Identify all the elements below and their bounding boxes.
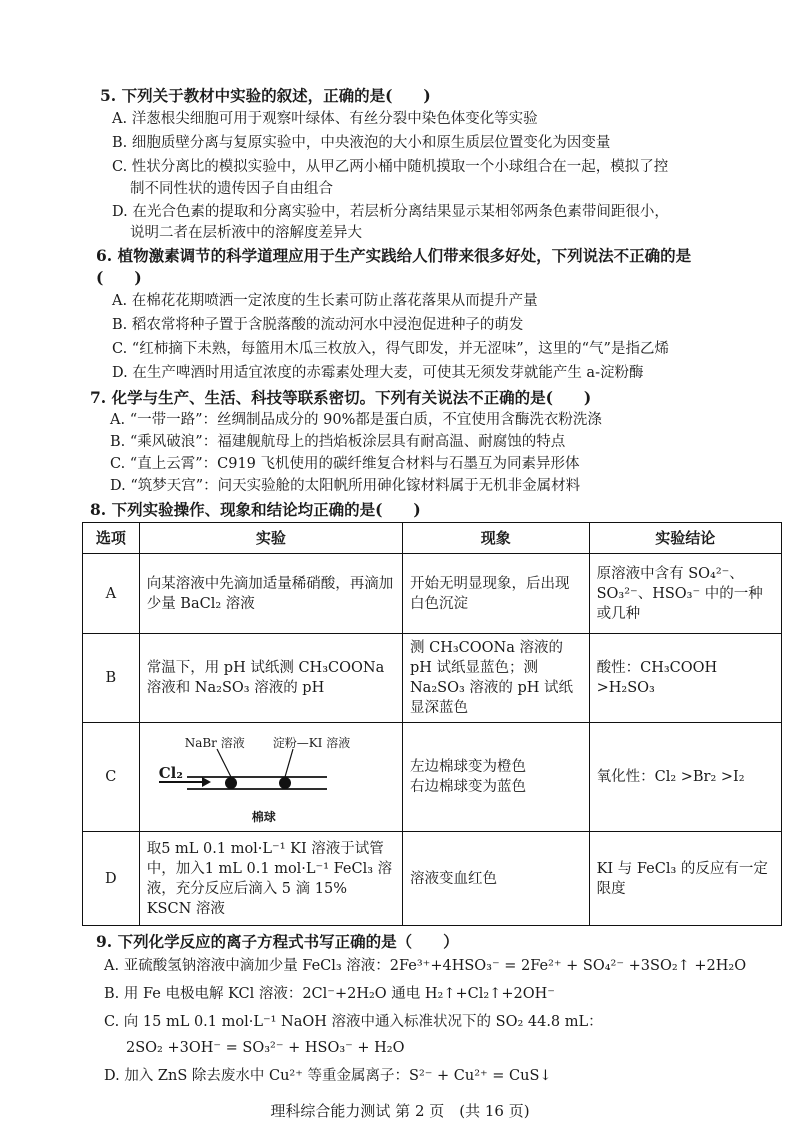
table-row bbox=[83, 723, 782, 832]
q5-option-a: A. 洋葱根尖细胞可用于观察叶绿体、有丝分裂中染色体变化等实验 bbox=[112, 111, 538, 127]
q6-option-c: C. “红柿摘下未熟，每篮用木瓜三枚放入，得气即发，并无涩味”，这里的“气”是指乙烯 bbox=[112, 341, 669, 357]
header-phenomenon: 现象 bbox=[402, 523, 589, 554]
pointer-left bbox=[217, 749, 231, 777]
row-d-phenomenon: 溶液变血红色 bbox=[402, 832, 589, 926]
row-c-label: C bbox=[83, 723, 140, 832]
row-a-label: A bbox=[83, 554, 140, 634]
header-experiment: 实验 bbox=[139, 523, 402, 554]
q9-option-c-line1: C. 向 15 mL 0.1 mol·L⁻¹ NaOH 溶液中通入标准状况下的 SO₂ 44.8 mL： bbox=[104, 1014, 603, 1030]
row-c-experiment bbox=[139, 723, 402, 832]
row-b-label: B bbox=[83, 634, 140, 723]
q9-option-d: D. 加入 ZnS 除去废水中 Cu²⁺ 等重金属离子：S²⁻ + Cu²⁺ = CuS↓ bbox=[104, 1068, 552, 1084]
diagram-label-cotton: 棉球 bbox=[251, 810, 276, 824]
q6-option-d: D. 在生产啤酒时用适宜浓度的赤霉素处理大麦，可使其无须发芽就能产生 a-淀粉酶 bbox=[112, 365, 644, 381]
row-d-label: D bbox=[83, 832, 140, 926]
q6-option-a: A. 在棉花花期喷洒一定浓度的生长素可防止落花落果从而提升产量 bbox=[112, 293, 538, 309]
q6-option-b: B. 稻农常将种子置于含脱落酸的流动河水中浸泡促进种子的萌发 bbox=[112, 317, 524, 333]
q7-option-a: A. “一带一路”：丝绸制品成分的 90%都是蛋白质，不宜使用含酶洗衣粉洗涤 bbox=[110, 412, 602, 428]
q5-option-b: B. 细胞质壁分离与复原实验中，中央液泡的大小和原生质层位置变化为因变量 bbox=[112, 135, 611, 151]
diagram-label-cl2: Cl₂ bbox=[158, 764, 183, 782]
table-header-row bbox=[83, 523, 782, 554]
q5-option-d-line2: 说明二者在层析液中的溶解度差异大 bbox=[130, 225, 362, 241]
q9-option-a: A. 亚硫酸氢钠溶液中滴加少量 FeCl₃ 溶液：2Fe³⁺+4HSO₃⁻ = 2Fe²⁺ + SO₄²⁻ +3SO₂↑ +2H₂O bbox=[104, 958, 747, 974]
row-a-experiment: 向某溶液中先滴加适量稀硝酸，再滴加少量 BaCl₂ 溶液 bbox=[139, 554, 402, 634]
q6-stem-line2: ( ) bbox=[96, 268, 142, 287]
diagram-label-nabr: NaBr 溶液 bbox=[184, 736, 245, 750]
q9-option-c-line2: 2SO₂ +3OH⁻ = SO₃²⁻ + HSO₃⁻ + H₂O bbox=[126, 1040, 405, 1056]
experiment-table bbox=[82, 522, 782, 926]
cotton-ball-right bbox=[279, 777, 291, 789]
gas-arrow-head bbox=[202, 777, 211, 787]
q7-stem: 7. 化学与生产、生活、科技等联系密切。下列有关说法不正确的是( ) bbox=[90, 388, 592, 407]
q7-option-c: C. “直上云霄”：C919 飞机使用的碳纤维复合材料与石墨互为同素异形体 bbox=[110, 456, 580, 472]
row-c-conclusion: 氧化性：Cl₂ >Br₂ >I₂ bbox=[589, 723, 781, 832]
q5-stem: 5. 下列关于教材中实验的叙述，正确的是( ) bbox=[100, 86, 431, 105]
table-row bbox=[83, 554, 782, 634]
q6-stem-line1: 6. 植物激素调节的科学道理应用于生产实践给人们带来很多好处，下列说法不正确的是 bbox=[96, 246, 692, 265]
q9-option-b: B. 用 Fe 电极电解 KCl 溶液：2Cl⁻+2H₂O 通电 H₂↑+Cl₂↑+2OH⁻ bbox=[104, 986, 555, 1002]
row-b-phenomenon: 测 CH₃COONa 溶液的 pH 试纸显蓝色；测 Na₂SO₃ 溶液的 pH 试纸显深蓝色 bbox=[402, 634, 589, 723]
row-d-experiment: 取5 mL 0.1 mol·L⁻¹ KI 溶液于试管中，加入1 mL 0.1 mol·L⁻¹ FeCl₃ 溶液，充分反应后滴入 5 滴 15% KSCN 溶液 bbox=[139, 832, 402, 926]
row-b-conclusion: 酸性：CH₃COOH >H₂SO₃ bbox=[589, 634, 781, 723]
q5-option-c-line2: 制不同性状的遗传因子自由组合 bbox=[130, 181, 333, 197]
cotton-ball-left bbox=[225, 777, 237, 789]
q7-option-b: B. “乘风破浪”：福建舰航母上的挡焰板涂层具有耐高温、耐腐蚀的特点 bbox=[110, 434, 566, 450]
q7-option-d: D. “筑梦天宫”：问天实验舱的太阳帆所用砷化镓材料属于无机非金属材料 bbox=[110, 478, 581, 494]
row-c-phenomenon: 左边棉球变为橙色 右边棉球变为蓝色 bbox=[402, 723, 589, 832]
row-a-conclusion: 原溶液中含有 SO₄²⁻、SO₃²⁻、HSO₃⁻ 中的一种或几种 bbox=[589, 554, 781, 634]
header-conclusion: 实验结论 bbox=[589, 523, 781, 554]
page-footer: 理科综合能力测试 第 2 页 (共 16 页) bbox=[270, 1102, 530, 1120]
q9-stem: 9. 下列化学反应的离子方程式书写正确的是（ ） bbox=[96, 932, 459, 951]
diagram-label-ki: 淀粉—KI 溶液 bbox=[272, 736, 351, 750]
pointer-right bbox=[285, 749, 293, 777]
table-row bbox=[83, 832, 782, 926]
q5-option-c-line1: C. 性状分离比的模拟实验中，从甲乙两小桶中随机摸取一个小球组合在一起，模拟了控 bbox=[112, 159, 669, 175]
header-option: 选项 bbox=[83, 523, 140, 554]
table-row bbox=[83, 634, 782, 723]
apparatus-diagram bbox=[147, 727, 387, 827]
q8-stem: 8. 下列实验操作、现象和结论均正确的是( ) bbox=[90, 500, 421, 519]
row-b-experiment: 常温下，用 pH 试纸测 CH₃COONa 溶液和 Na₂SO₃ 溶液的 pH bbox=[139, 634, 402, 723]
row-d-conclusion: KI 与 FeCl₃ 的反应有一定限度 bbox=[589, 832, 781, 926]
q5-option-d-line1: D. 在光合色素的提取和分离实验中，若层析分离结果显示某相邻两条色素带间距很小， bbox=[112, 204, 669, 220]
row-a-phenomenon: 开始无明显现象，后出现白色沉淀 bbox=[402, 554, 589, 634]
